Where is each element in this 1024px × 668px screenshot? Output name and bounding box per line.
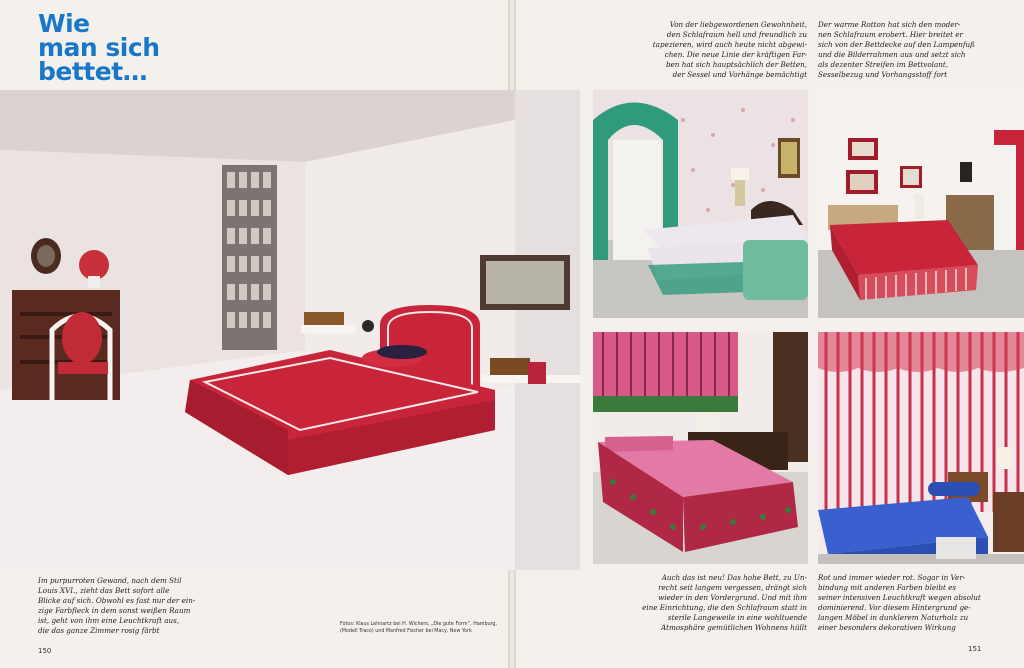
pink-bed-caption: Auch das ist neu! Das hohe Bett, zu Un- recht seit langem vergessen, drängt sich wieder in den Vordergrund. Und mit ihm eine Einrichtung, die den Schlafraum statt in sterile Langeweile in eine wohltuende Atmosphäre gemütlichen Wohnens hüllt (642, 573, 807, 632)
red-bed-bedroom-photo (818, 90, 1024, 318)
main-photo-caption: Im purpurroten Gewand, nach dem Stil Louis XVI., zieht das Bett sofort alle Blicke auf sich. Obwohl es fast nur der ein- zige Farbfleck in dem sonst weißen Raum ist, geht von ihm eine Leuchtkraft aus, die das ganze Zimmer rosig färbt (38, 576, 196, 635)
intro-text-col2: Der warme Rotton hat sich den moder- nen Schlafraum erobert. Hier breitet er sich von der Bettdecke auf den Lampenfuß und die Bilderrahmen aus und setzt sich als dezenter Streifen im Bettvolant, Sesselbezug und Vorhangsstoff fort (818, 20, 975, 79)
photo-credit: Fotos: Klaus Lehnartz bei H. Wichers, „Die gute Form“, Hamburg, (Modell Traco) und Manfred Fischer bei Macy, New York (340, 622, 497, 634)
title-line-1: Wie (38, 9, 90, 38)
pink-bed-bedroom-photo (593, 332, 808, 564)
striped-tent-caption: Rot und immer wieder rot. Sogar in Ver- bindung mit anderen Farben bleibt es seiner intensiven Leuchtkraft wegen absolut dominierend. Vor diesem Hintergrund ge- langen Möbel in dunklerem Naturholz zu einer besonders dekorativen Wirkung (818, 573, 981, 632)
page-number-right: 151 (968, 645, 982, 653)
green-drapes-bedroom-photo (593, 90, 808, 318)
title-line-3: bettet… (38, 57, 148, 86)
intro-text-col1: Von der liebgewordenen Gewohnheit, den Schlafraum hell und freundlich zu tapezieren, wird auch heute nicht abgewi- chen. Die neue Linie der kräftigen Far- ben hat sich hauptsächlich der Betten, der Sessel und Vorhänge bemächtigt (652, 20, 807, 79)
striped-tent-bedroom-photo (818, 332, 1024, 564)
main-bedroom-photo (0, 90, 580, 570)
article-title (38, 9, 160, 86)
title-line-2: man sich (38, 33, 160, 62)
page-number-left: 150 (38, 647, 52, 655)
